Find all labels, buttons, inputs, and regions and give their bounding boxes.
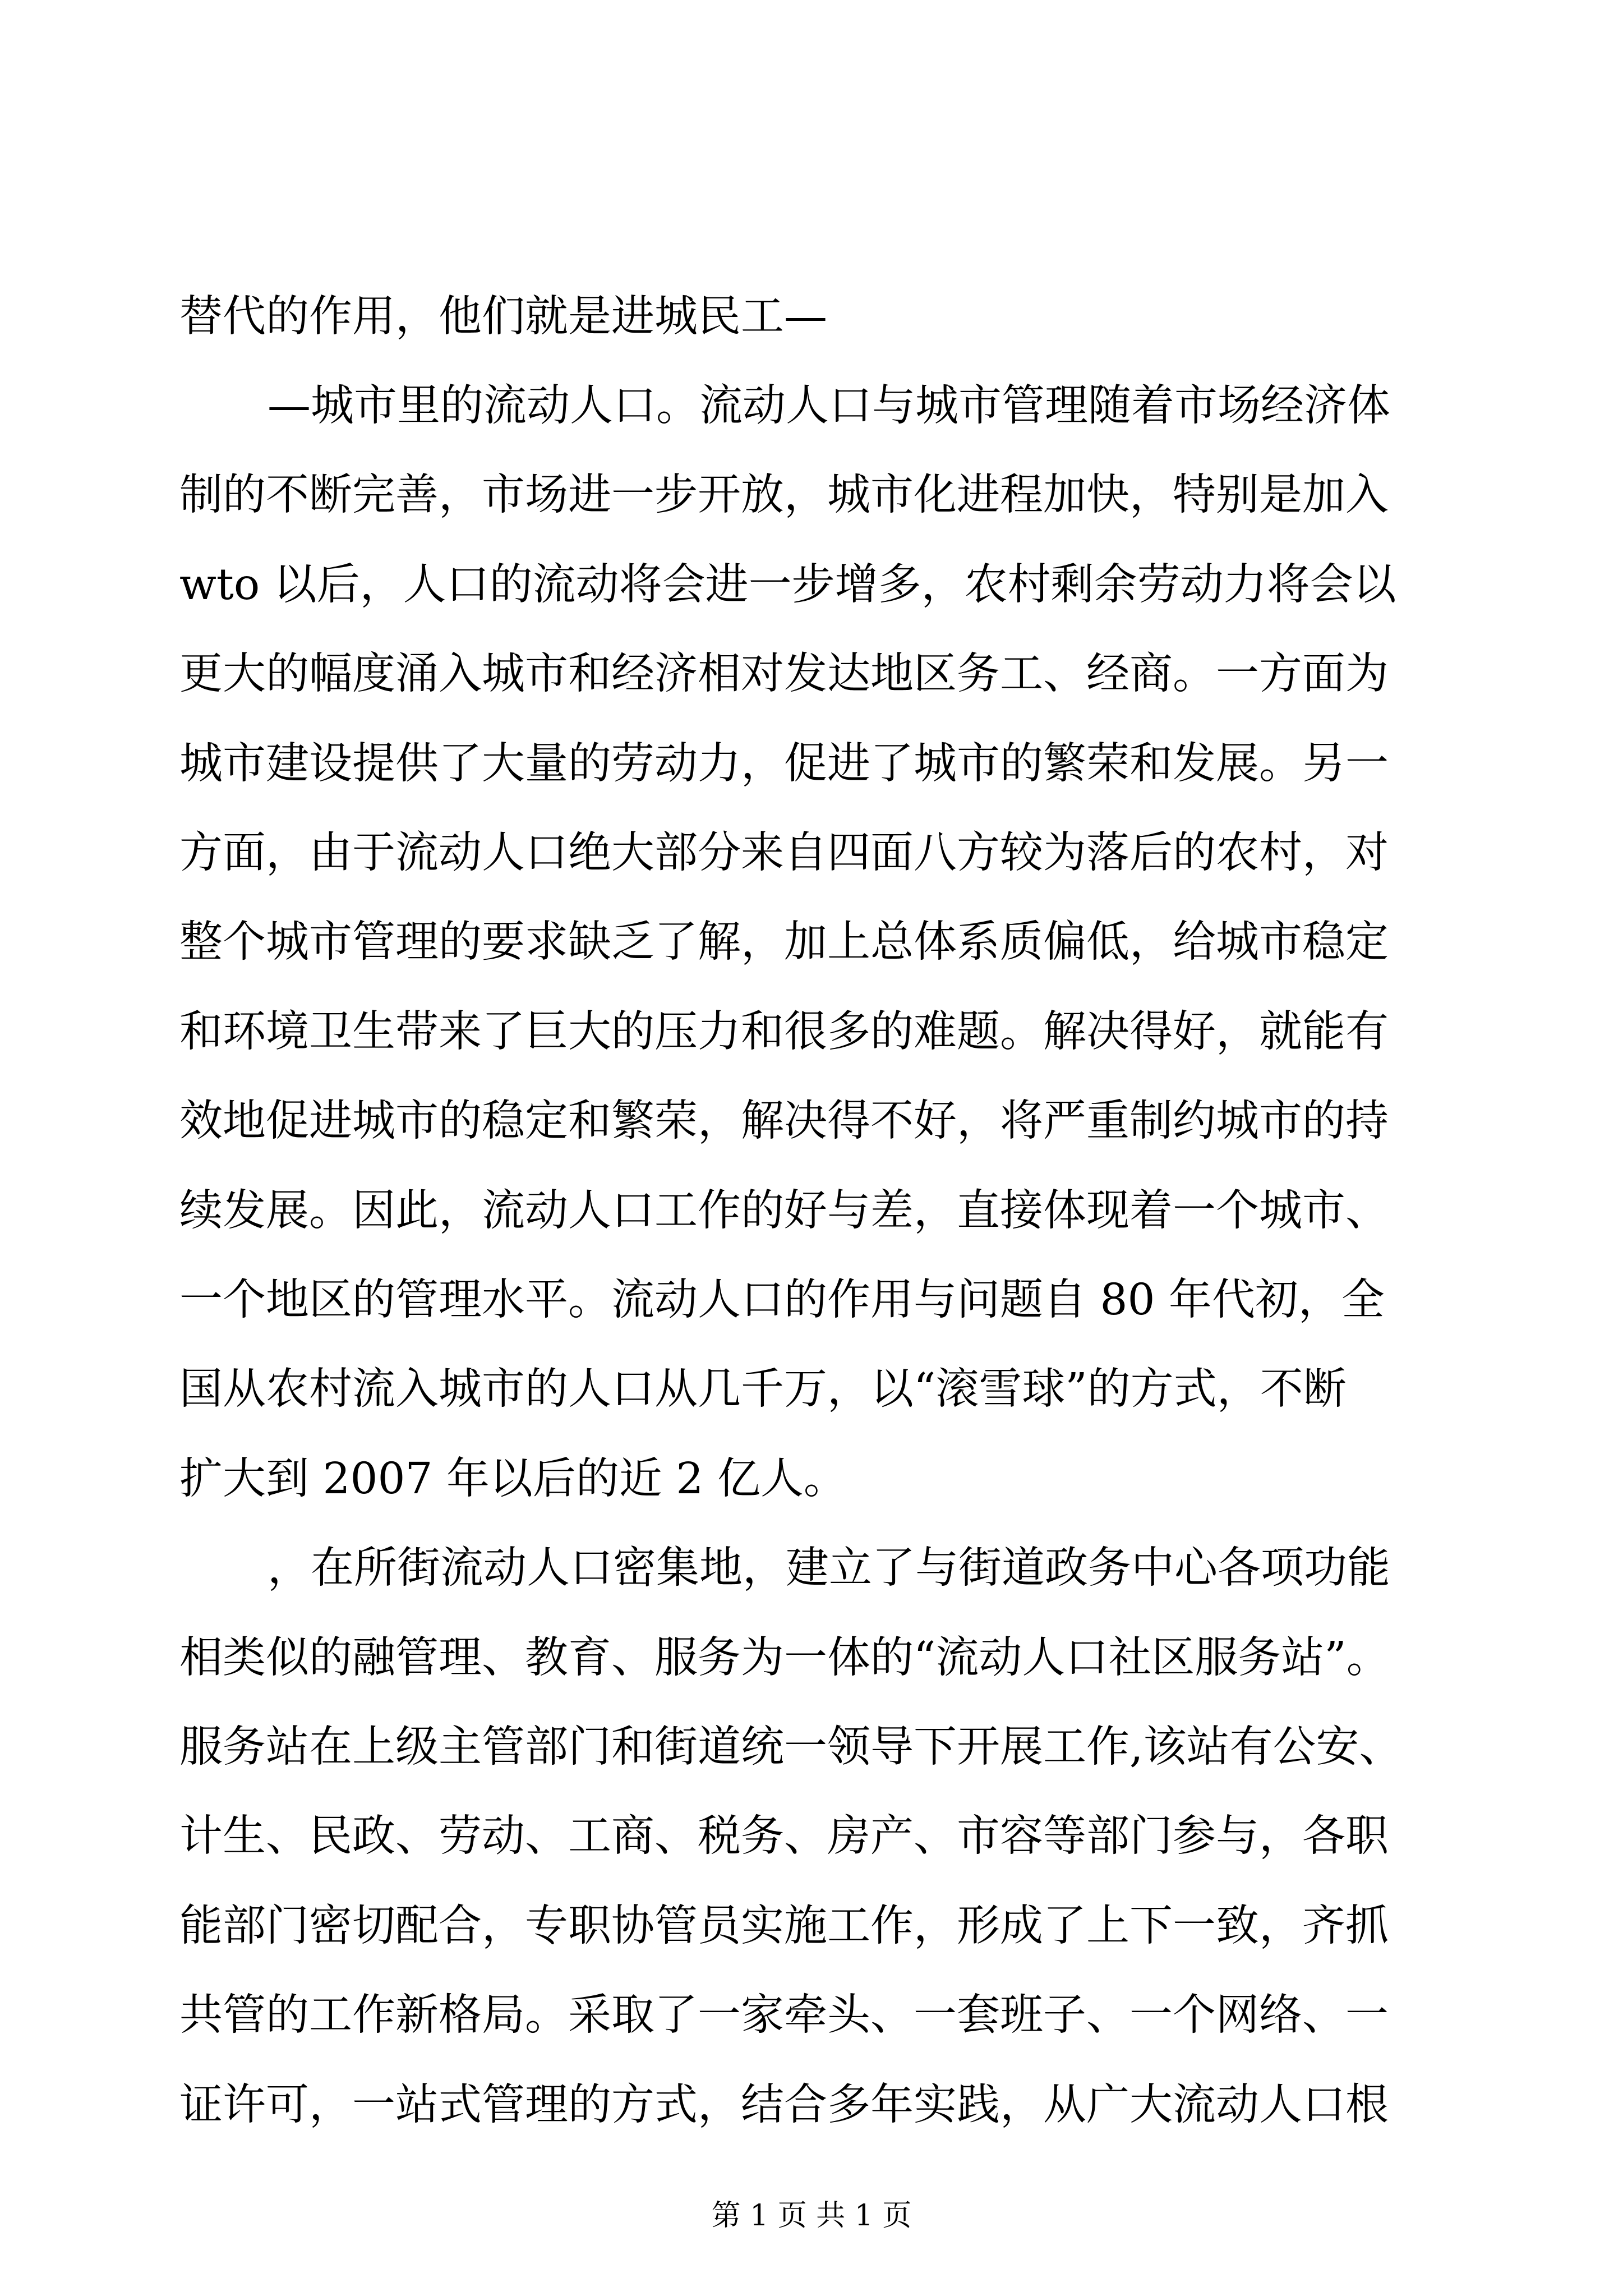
text-line: —城市里的流动人口。流动人口与城市管理随着市场经济体 [268,381,1390,431]
text-line: 整个城市管理的要求缺乏了解，加上总体系质偏低，给城市稳定 [179,917,1389,967]
text-line: 替代的作用，他们就是进城民工— [179,292,827,342]
text-line: 国从农村流入城市的人口从几千万，以“滚雪球”的方式，不断 [179,1364,1347,1414]
text-line: 相类似的融管理、教育、服务为一体的“流动人口社区服务站”。 [179,1633,1390,1683]
text-line: 方面，由于流动人口绝大部分来自四面八方较为落后的农村，对 [179,828,1389,878]
text-line: 一个地区的管理水平。流动人口的作用与问题自 80 年代初，全 [179,1275,1385,1325]
text-line: 计生、民政、劳动、工商、税务、房产、市容等部门参与，各职 [179,1811,1389,1861]
text-line: 证许可，一站式管理的方式，结合多年实践，从广大流动人口根 [179,2080,1389,2130]
text-line: 和环境卫生带来了巨大的压力和很多的难题。解决得好，就能有 [179,1007,1389,1057]
text-line: 扩大到 2007 年以后的近 2 亿人。 [179,1454,847,1504]
text-line: wto 以后，人口的流动将会进一步增多，农村剩余劳动力将会以 [179,560,1396,610]
text-line: 能部门密切配合，专职协管员实施工作，形成了上下一致，齐抓 [179,1901,1389,1951]
text-line: 城市建设提供了大量的劳动力，促进了城市的繁荣和发展。另一 [179,739,1389,789]
page-footer: 第 1 页 共 1 页 [711,2199,912,2233]
text-line: 共管的工作新格局。采取了一家牵头、一套班子、一个网络、一 [179,1990,1389,2040]
text-line: 效地促进城市的稳定和繁荣，解决得不好，将严重制约城市的持 [179,1096,1389,1146]
text-line: 制的不断完善，市场进一步开放，城市化进程加快，特别是加入 [179,470,1389,520]
text-line: 续发展。因此，流动人口工作的好与差，直接体现着一个城市、 [179,1186,1389,1236]
text-line: ，在所街流动人口密集地，建立了与街道政务中心各项功能 [268,1543,1390,1593]
text-line: 更大的幅度涌入城市和经济相对发达地区务工、经商。一方面为 [179,649,1389,699]
text-line: 服务站在上级主管部门和街道统一领导下开展工作,该站有公安、 [179,1722,1403,1772]
